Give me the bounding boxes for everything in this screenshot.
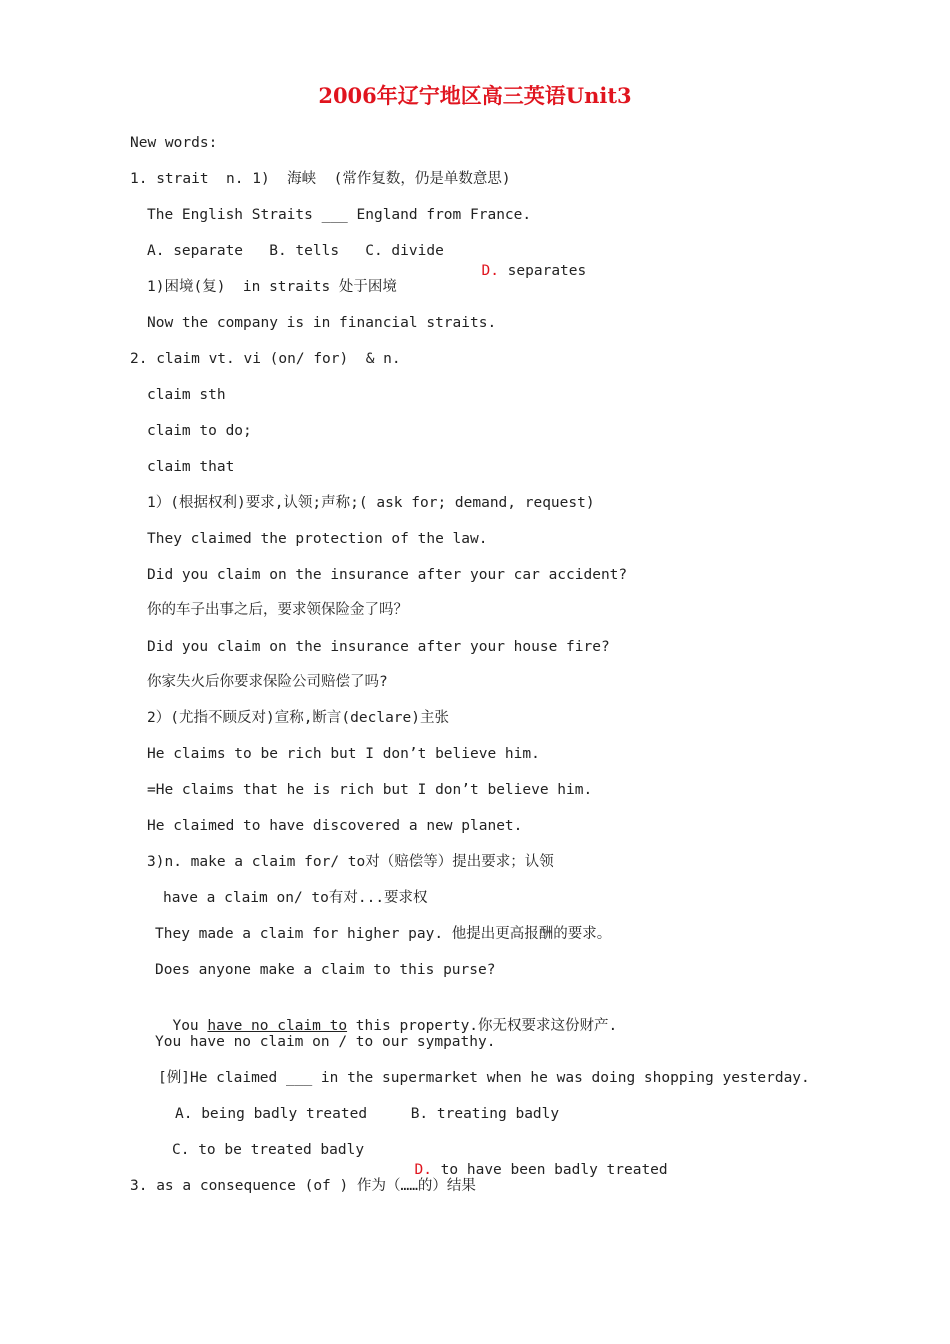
text-line: 1）(根据权利)要求,认领;声称;( ask for; demand, request) xyxy=(147,495,595,511)
text-line: A. separate B. tells C. divide xyxy=(147,243,444,259)
example-answer xyxy=(397,1140,668,1180)
text-line: [例]He claimed ___ in the supermarket when he was doing shopping yesterday. xyxy=(158,1070,810,1086)
text-line: He claimed to have discovered a new planet. xyxy=(147,818,523,834)
text-line: 1. strait n. 1) 海峡 (常作复数，仍是单数意思) xyxy=(130,171,511,187)
text-before: You xyxy=(172,1018,208,1034)
answer-letter: D. xyxy=(481,263,499,279)
answer-letter: D. xyxy=(414,1162,432,1178)
text-line: Did you claim on the insurance after your house fire? xyxy=(147,639,610,655)
text-line: Now the company is in financial straits. xyxy=(147,315,497,331)
text-line: claim to do; xyxy=(147,423,252,439)
text-line: C. to be treated badly xyxy=(172,1142,365,1158)
text-line: Did you claim on the insurance after your car accident? xyxy=(147,567,628,583)
text-line: A. being badly treated B. treating badly xyxy=(175,1106,560,1122)
text-after: this property.你无权要求这份财产. xyxy=(347,1018,618,1034)
text-line: 2. claim vt. vi (on/ for) & n. xyxy=(130,351,401,367)
text-line: New words: xyxy=(130,135,218,151)
text-line: claim sth xyxy=(147,387,226,403)
claim-property-line xyxy=(155,996,617,1036)
answer-text: to have been badly treated xyxy=(431,1162,668,1178)
text-line: claim that xyxy=(147,459,235,475)
text-line: =He claims that he is rich but I don’t believe him. xyxy=(147,782,593,798)
text-line: They claimed the protection of the law. xyxy=(147,531,488,547)
text-line: 你的车子出事之后，要求领保险金了吗？ xyxy=(147,602,408,618)
text-line: They made a claim for higher pay. 他提出更高报酬的要求。 xyxy=(155,926,612,942)
text-line: have a claim on/ to有对...要求权 xyxy=(163,890,428,906)
text-line: 2）(尤指不顾反对)宣称,断言(declare)主张 xyxy=(147,710,449,726)
text-line: 你家失火后你要求保险公司赔偿了吗? xyxy=(147,674,388,690)
page-title: 2006年辽宁地区高三英语Unit3 xyxy=(318,83,632,108)
q1-answer xyxy=(464,241,586,281)
text-line: You have no claim on / to our sympathy. xyxy=(155,1034,496,1050)
text-line: 1)困境(复) in straits 处于困境 xyxy=(147,279,397,295)
text-line: He claims to be rich but I don’t believe him. xyxy=(147,746,540,762)
text-line: The English Straits ___ England from France. xyxy=(147,207,532,223)
text-line: 3. as a consequence (of ) 作为（……的）结果 xyxy=(130,1178,476,1194)
text-line: Does anyone make a claim to this purse? xyxy=(155,962,496,978)
answer-text: separates xyxy=(498,263,587,279)
underlined-phrase: have no claim to xyxy=(207,1018,348,1034)
text-line: 3)n. make a claim for/ to对（赔偿等）提出要求；认领 xyxy=(147,854,554,870)
